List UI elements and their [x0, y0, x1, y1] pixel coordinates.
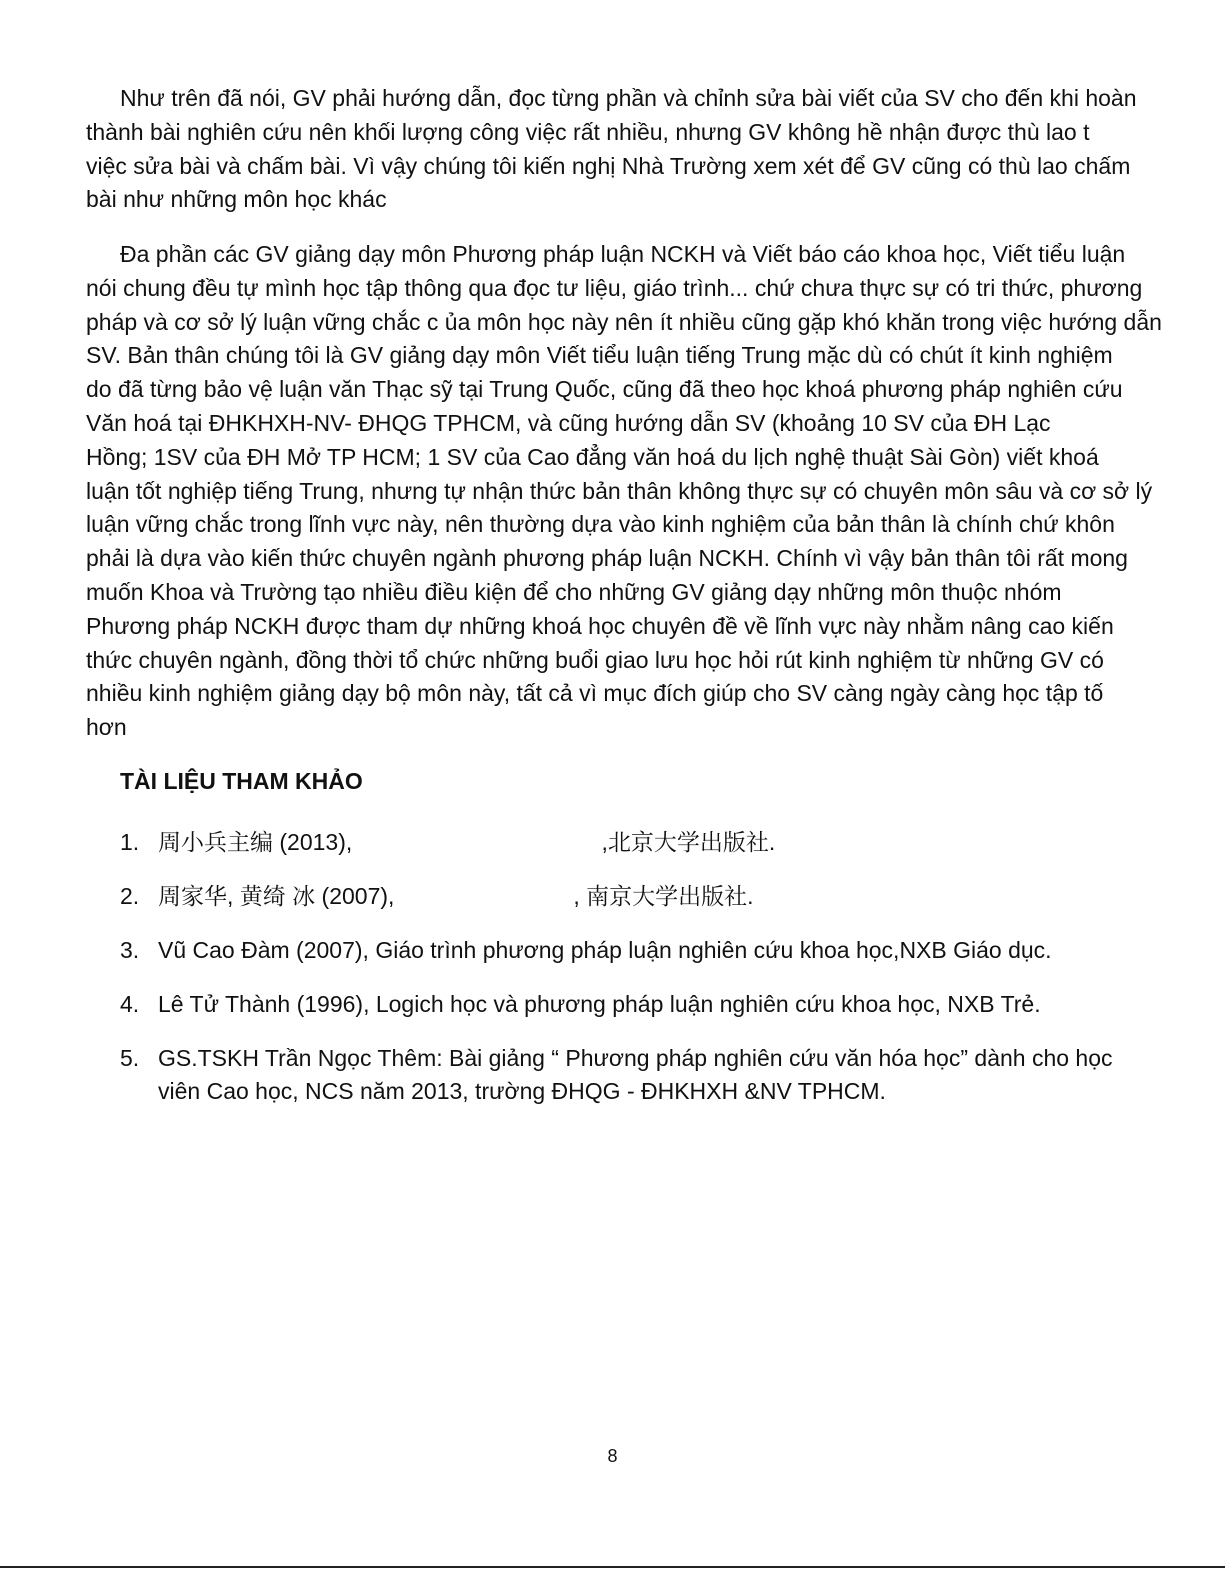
text-line: SV. Bản thân chúng tôi là GV giảng dạy môn Viết tiểu luận tiếng Trung mặc dù có chút ít kinh nghiệm: [86, 342, 1113, 369]
text-line: luận vững chắc trong lĩnh vực này, nên thường dựa vào kinh nghiệm của bản thân là chính chứ khôn: [86, 511, 1115, 538]
text-line: luận tốt nghiệp tiếng Trung, nhưng tự nhận thức bản thân không thực sự có chuyên môn sâu và cơ sở lý: [86, 477, 1153, 504]
reference-item: [120, 934, 1210, 967]
text-line: thành bài nghiên cứu nên khối lượng công việc rất nhiều, nhưng GV không hề nhận được thù lao t: [86, 118, 1090, 145]
reference-text: 周家华, 黄绮 冰 (2007), , 南京大学出版社.: [158, 883, 754, 909]
text-line: Văn hoá tại ĐHKHXH-NV- ĐHQG TPHCM, và cũng hướng dẫn SV (khoảng 10 SV của ĐH Lạc: [86, 409, 1051, 436]
text-line: muốn Khoa và Trường tạo nhiều điều kiện để cho những GV giảng dạy những môn thuộc nhóm: [86, 578, 1062, 605]
text-line: hơn: [86, 714, 127, 741]
text-line: pháp và cơ sở lý luận vững chắc c ủa môn học này nên ít nhiều cũng gặp khó khăn trong việc hướng dẫn: [86, 308, 1162, 335]
text-line: Đa phần các GV giảng dạy môn Phương pháp luận NCKH và Viết báo cáo khoa học, Viết tiểu luận: [120, 241, 1126, 267]
reference-text: viên Cao học, NCS năm 2013, trường ĐHQG - ĐHKHXH &NV TPHCM.: [158, 1078, 886, 1104]
reference-number: 4.: [120, 991, 140, 1017]
text-line: Hồng; 1SV của ĐH Mở TP HCM; 1 SV của Cao đẳng văn hoá du lịch nghệ thuật Sài Gòn) viết khoá: [86, 443, 1099, 470]
text-line: thức chuyên ngành, đồng thời tổ chức những buổi giao lưu học hỏi rút kinh nghiệm từ những GV có: [86, 646, 1104, 673]
text-line: bài như những môn học khác: [86, 186, 387, 213]
reference-item: [120, 880, 1210, 913]
paragraph-teacher-training: [86, 238, 1206, 745]
reference-text: GS.TSKH Trần Ngọc Thêm: Bài giảng “ Phương pháp nghiên cứu văn hóa học” dành cho học: [158, 1045, 1113, 1071]
references-heading: TÀI LIỆU THAM KHẢO: [120, 768, 363, 794]
reference-text: Vũ Cao Đàm (2007), Giáo trình phương pháp luận nghiên cứu khoa học,NXB Giáo dục.: [158, 937, 1052, 963]
reference-text: Lê Tử Thành (1996), Logich học và phương pháp luận nghiên cứu khoa học, NXB Trẻ.: [158, 991, 1041, 1017]
reference-item: [120, 1042, 1210, 1108]
reference-list: [120, 826, 1210, 1129]
paragraph-grading-fee: [86, 82, 1206, 217]
reference-item: [120, 826, 1210, 859]
text-line: việc sửa bài và chấm bài. Vì vậy chúng tôi kiến nghị Nhà Trường xem xét để GV cũng có thù lao chấm: [86, 152, 1131, 179]
text-line: phải là dựa vào kiến thức chuyên ngành phương pháp luận NCKH. Chính vì vậy bản thân tôi rất mong: [86, 545, 1128, 572]
reference-number: 5.: [120, 1045, 140, 1071]
text-line: Như trên đã nói, GV phải hướng dẫn, đọc từng phần và chỉnh sửa bài viết của SV cho đến khi hoàn: [120, 85, 1137, 111]
text-line: do đã từng bảo vệ luận văn Thạc sỹ tại Trung Quốc, cũng đã theo học khoá phương pháp nghiên cứu: [86, 376, 1123, 403]
text-line: nhiều kinh nghiệm giảng dạy bộ môn này, tất cả vì mục đích giúp cho SV càng ngày càng học tập tố: [86, 680, 1104, 707]
bottom-divider: [0, 1566, 1225, 1568]
reference-item: [120, 988, 1210, 1021]
reference-number: 2.: [120, 883, 140, 909]
text-line: nói chung đều tự mình học tập thông qua đọc tư liệu, giáo trình... chứ chưa thực sự có tri thức, phương: [86, 274, 1143, 301]
reference-number: 1.: [120, 829, 140, 855]
text-line: Phương pháp NCKH được tham dự những khoá học chuyên đề về lĩnh vực này nhằm nâng cao kiến: [86, 612, 1114, 639]
reference-text: 周小兵主编 (2013), ,北京大学出版社.: [158, 829, 776, 855]
page-number: 8: [607, 1446, 618, 1466]
reference-number: 3.: [120, 937, 140, 963]
